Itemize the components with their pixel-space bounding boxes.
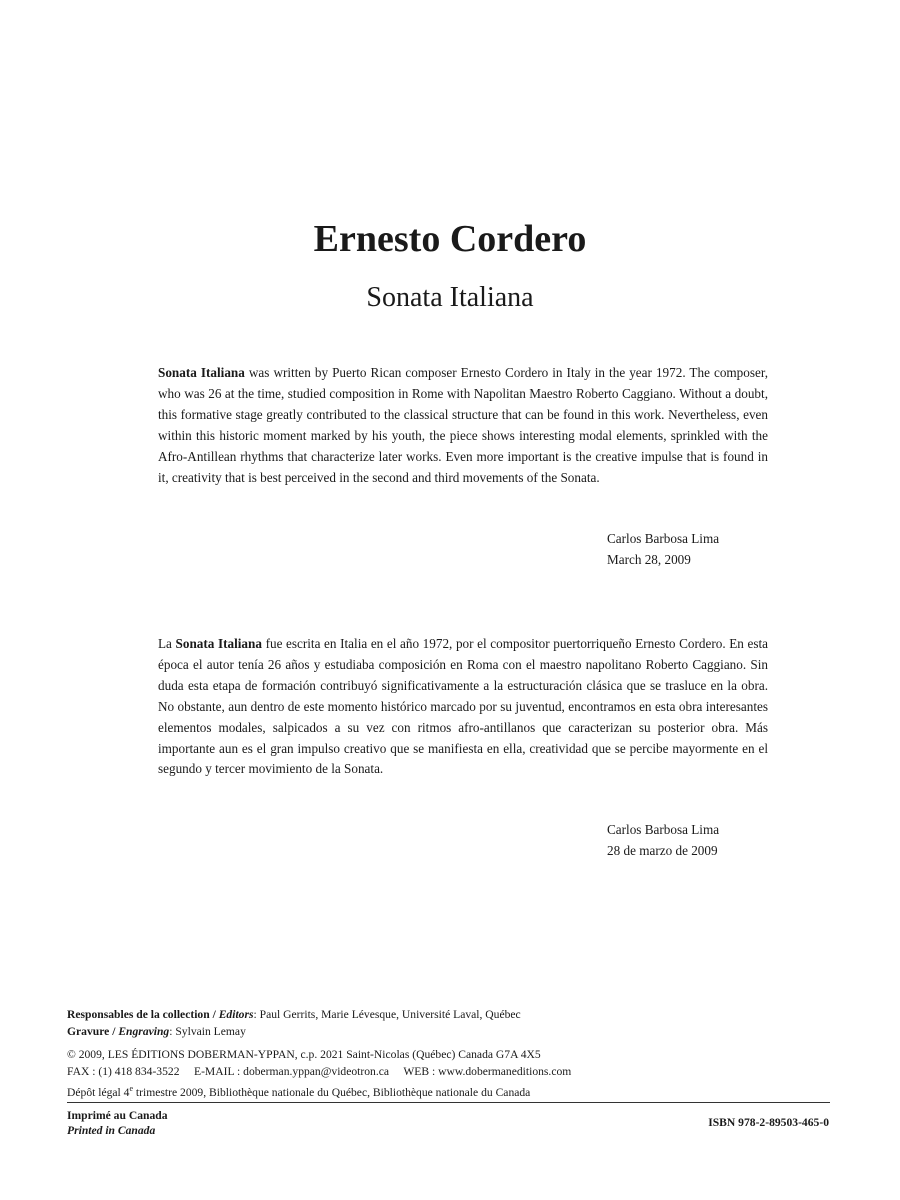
english-signature-author: Carlos Barbosa Lima (607, 531, 720, 546)
engraving-separator: / (109, 1025, 119, 1038)
engraving-label-en: Engraving (118, 1025, 170, 1038)
isbn-number: ISBN 978-2-89503-465-0 (708, 1116, 829, 1129)
legal-deposit-line (67, 1080, 837, 1101)
spanish-signature-date: 28 de marzo de 2009 (607, 842, 718, 858)
contact-line (67, 1063, 837, 1080)
printed-in (67, 1108, 168, 1138)
english-signature (607, 529, 719, 571)
english-note (158, 363, 768, 488)
editors-value: : Paul Gerrits, Marie Lévesque, Université Laval, Québec (253, 1008, 521, 1021)
english-note-lead: Sonata Italiana (158, 365, 245, 380)
copyright-line: © 2009, LES ÉDITIONS DOBERMAN-YPPAN, c.p. 2021 Saint-Nicolas (Québec) Canada G7A 4X5 (67, 1048, 541, 1061)
printed-in-fr: Imprimé au Canada (67, 1109, 168, 1122)
publication-credits (67, 1006, 837, 1101)
english-note-body: was written by Puerto Rican composer Ernesto Cordero in Italy in the year 1972. The composer, who was 26 at the time, studied composition in Rome with Napolitan Maestro Roberto Caggiano. Without a doubt, this formative stage greatly contributed to the classical structure that can be found in this work. Nevertheless, even within this historic moment marked by his youth, the piece shows interesting modal elements, sprinkled with the Afro-Antillean rhythms that characterize later works. Even more important is the creative impulse that is found in it, creativity that is best perceived in the second and third movements of the Sonata. (158, 365, 769, 485)
editors-line (67, 1006, 837, 1023)
printed-in-en: Printed in Canada (67, 1124, 156, 1137)
spanish-note (158, 634, 768, 780)
legal-deposit-suffix: trimestre 2009, Bibliothèque nationale du Québec, Bibliothèque nationale du Canada (133, 1085, 531, 1099)
engraving-label-fr: Gravure (67, 1025, 110, 1038)
footer-divider (67, 1102, 830, 1103)
spanish-note-body: fue escrita en Italia en el año 1972, por el compositor puertorriqueño Ernesto Cordero. En esta época el autor tenía 26 años y estudiaba composición en Roma con el maestro napolitano Roberto Caggiano. Sin duda esta etapa de formación contribuyó significativamente a la estructuración clásica que se trasluce en la obra. No obstante, aun dentro de este momento histórico marcado por su juventud, encontramos en esta obra interesantes elementos modales, salpicados a su vez con ritmos afro-antillanos que caracterizan su posterior obra. Más importante aun es el gran impulso creativo que se manifiesta en ella, creatividad que se percibe mayormente en el segundo y tercer movimiento de la Sonata. (158, 636, 768, 777)
editors-label-en: Editors (218, 1008, 254, 1021)
engraving-value: : Sylvain Lemay (169, 1025, 246, 1038)
english-signature-date: March 28, 2009 (607, 551, 691, 567)
spanish-signature-author: Carlos Barbosa Lima (607, 822, 720, 837)
editors-separator: / (209, 1008, 219, 1021)
work-subtitle: Sonata Italiana (366, 282, 534, 313)
spanish-signature (607, 820, 719, 862)
engraving-line (67, 1023, 837, 1040)
composer-title: Ernesto Cordero (313, 218, 587, 260)
legal-deposit-ordinal: e (129, 1084, 134, 1093)
legal-deposit-prefix: Dépôt légal 4 (67, 1085, 130, 1099)
contact-text: FAX : (1) 418 834-3522 E-MAIL : doberman.yppan@videotron.ca WEB : www.dobermaneditions.com (67, 1065, 572, 1078)
spanish-note-prefix: La (158, 636, 176, 651)
spanish-note-lead: Sonata Italiana (175, 636, 262, 651)
editors-label-fr: Responsables de la collection (67, 1008, 210, 1021)
